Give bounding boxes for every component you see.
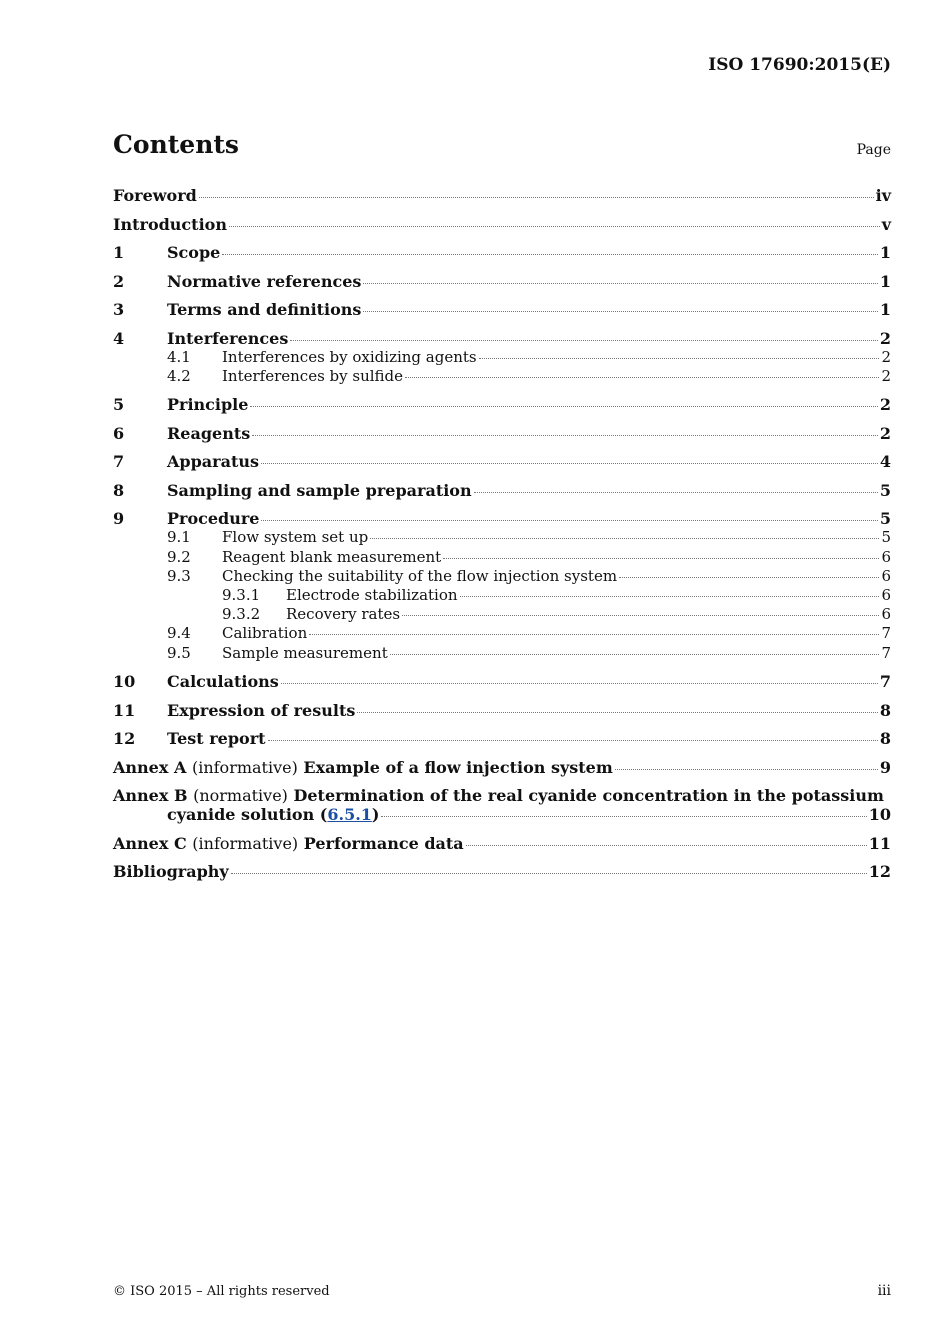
toc-entry-6[interactable] — [113, 424, 891, 443]
leader-dots — [466, 844, 867, 846]
toc-entry-label: Electrode stabilization — [286, 586, 458, 605]
annex-id: Annex B — [113, 786, 188, 806]
toc-entry-label — [113, 834, 464, 853]
annex-qualifier: (informative) — [192, 833, 299, 853]
toc-entry-11[interactable] — [113, 701, 891, 720]
toc-entry-9-5[interactable] — [113, 644, 891, 663]
toc-entry-number: 9.3.2 — [222, 605, 261, 624]
toc-entry-label: Interferences by oxidizing agents — [222, 347, 477, 366]
toc-entry-label: Bibliography — [113, 862, 229, 882]
toc-entry-page: 8 — [879, 700, 891, 720]
table-of-contents — [113, 184, 891, 881]
toc-entry-label: Procedure — [167, 509, 260, 529]
page-title: Contents — [113, 130, 240, 159]
toc-entry-page: 5 — [879, 480, 891, 500]
leader-dots — [363, 310, 877, 312]
toc-entry-page: 7 — [881, 643, 891, 662]
copyright-notice: © ISO 2015 – All rights reserved — [113, 1284, 330, 1299]
toc-entry-page: iv — [875, 186, 891, 205]
toc-entry-number: 11 — [113, 700, 136, 720]
annex-id: Annex C — [113, 833, 187, 853]
page-column-label: Page — [856, 142, 891, 158]
toc-entry-page: 2 — [879, 328, 891, 348]
annex-id: Annex A — [113, 757, 187, 777]
toc-entry-page: 6 — [881, 566, 891, 585]
toc-entry-page: v — [881, 214, 891, 234]
leader-dots — [479, 357, 880, 359]
toc-entry-number: 4.1 — [167, 347, 191, 366]
annex-title: Example of a flow injection system — [303, 757, 613, 777]
toc-entry-9-3-2[interactable] — [113, 605, 891, 624]
toc-entry-page: 11 — [868, 833, 891, 853]
leader-dots — [615, 768, 878, 770]
leader-dots — [229, 225, 880, 227]
leader-dots — [261, 462, 878, 464]
toc-entry-annex-a[interactable] — [113, 758, 891, 777]
leader-dots — [290, 339, 878, 341]
toc-entry-label: Principle — [167, 395, 249, 415]
toc-entry-label: Interferences by sulfide — [222, 366, 404, 385]
leader-dots — [250, 405, 877, 407]
toc-entry-number: 2 — [113, 271, 125, 291]
leader-dots — [443, 557, 879, 559]
page-number: iii — [877, 1283, 891, 1299]
toc-entry-annex-b[interactable] — [113, 786, 891, 824]
leader-dots — [199, 196, 874, 198]
toc-entry-label: Sampling and sample preparation — [167, 480, 472, 500]
toc-entry-page: 1 — [879, 300, 891, 319]
toc-entry-label — [113, 786, 884, 805]
toc-entry-label: Reagent blank measurement — [222, 547, 442, 566]
toc-entry-annex-c[interactable] — [113, 834, 891, 853]
toc-entry-label: Expression of results — [167, 700, 356, 720]
toc-entry-page: 7 — [879, 672, 891, 692]
leader-dots — [252, 434, 878, 436]
toc-entry-page: 8 — [879, 729, 891, 749]
toc-entry-7[interactable] — [113, 452, 891, 471]
toc-entry-10[interactable] — [113, 672, 891, 691]
toc-entry-number: 6 — [113, 423, 125, 443]
toc-entry-number: 9 — [113, 509, 125, 529]
toc-entry-label — [167, 805, 379, 824]
toc-entry-number: 9.5 — [167, 643, 191, 662]
toc-entry-4-1[interactable] — [113, 348, 891, 367]
leader-dots — [460, 595, 880, 597]
toc-entry-9[interactable] — [113, 509, 891, 528]
toc-entry-4[interactable] — [113, 329, 891, 348]
toc-entry-label: Flow system set up — [222, 528, 369, 547]
toc-entry-label: Apparatus — [167, 452, 259, 472]
leader-dots — [261, 519, 877, 521]
toc-entry-line — [113, 805, 891, 824]
leader-dots — [390, 653, 880, 655]
leader-dots — [619, 576, 879, 578]
toc-entry-number: 8 — [113, 480, 125, 500]
toc-entry-foreword[interactable] — [113, 186, 891, 205]
leader-dots — [402, 614, 879, 616]
toc-entry-1[interactable] — [113, 243, 891, 262]
toc-entry-number: 9.1 — [167, 528, 191, 547]
toc-entry-number: 9.3 — [167, 566, 191, 585]
toc-entry-label: Normative references — [167, 271, 362, 291]
leader-dots — [268, 739, 878, 741]
toc-entry-page: 10 — [868, 805, 891, 825]
annex-title-line2: cyanide solution ( — [167, 805, 328, 825]
toc-entry-number: 10 — [113, 672, 136, 692]
toc-entry-page: 2 — [881, 347, 891, 366]
toc-entry-9-4[interactable] — [113, 624, 891, 643]
clause-link[interactable]: 6.5.1 — [327, 805, 372, 825]
leader-dots — [231, 872, 867, 874]
toc-entry-number: 9.2 — [167, 547, 191, 566]
toc-entry-line — [113, 786, 891, 805]
toc-entry-number: 4 — [113, 328, 125, 348]
annex-qualifier: (informative) — [191, 757, 298, 777]
leader-dots — [474, 491, 878, 493]
toc-entry-page: 6 — [881, 547, 891, 566]
toc-entry-9-3[interactable] — [113, 567, 891, 586]
toc-entry-3[interactable] — [113, 300, 891, 319]
toc-entry-number: 7 — [113, 452, 125, 472]
toc-entry-page: 1 — [879, 271, 891, 291]
toc-entry-introduction[interactable] — [113, 215, 891, 234]
toc-entry-label: Checking the suitability of the flow injection system — [222, 566, 618, 585]
toc-entry-page: 2 — [881, 366, 891, 385]
toc-entry-label: Terms and definitions — [167, 300, 362, 319]
annex-qualifier: (normative) — [193, 786, 288, 806]
leader-dots — [309, 633, 879, 635]
toc-entry-label: Introduction — [113, 214, 227, 234]
toc-entry-page: 2 — [879, 423, 891, 443]
toc-entry-page: 5 — [881, 528, 891, 547]
toc-entry-page: 2 — [879, 395, 891, 415]
toc-entry-label: Sample measurement — [222, 643, 388, 662]
leader-dots — [357, 711, 878, 713]
leader-dots — [381, 815, 866, 817]
toc-entry-2[interactable] — [113, 272, 891, 291]
toc-entry-page: 7 — [881, 624, 891, 643]
toc-entry-9-3-1[interactable] — [113, 586, 891, 605]
toc-entry-number: 9.3.1 — [222, 586, 261, 605]
toc-entry-label: Reagents — [167, 423, 251, 443]
toc-entry-label: Calculations — [167, 672, 279, 692]
leader-dots — [281, 682, 878, 684]
annex-title-close: ) — [371, 805, 380, 825]
toc-entry-8[interactable] — [113, 481, 891, 500]
toc-entry-number: 5 — [113, 395, 125, 415]
toc-entry-4-2[interactable] — [113, 367, 891, 386]
leader-dots — [363, 282, 877, 284]
toc-entry-label — [113, 758, 613, 777]
toc-entry-page: 9 — [879, 757, 891, 777]
toc-entry-page: 5 — [879, 509, 891, 529]
toc-entry-label: Foreword — [113, 186, 197, 205]
toc-entry-5[interactable] — [113, 395, 891, 414]
toc-entry-page: 12 — [868, 862, 891, 882]
toc-entry-label: Recovery rates — [286, 605, 401, 624]
annex-title: Performance data — [303, 833, 464, 853]
toc-entry-12[interactable] — [113, 729, 891, 748]
toc-entry-label: Calibration — [222, 624, 308, 643]
leader-dots — [370, 537, 879, 539]
toc-entry-label: Test report — [167, 729, 266, 749]
toc-entry-number: 4.2 — [167, 366, 191, 385]
toc-entry-number: 3 — [113, 300, 125, 319]
toc-entry-number: 9.4 — [167, 624, 191, 643]
document-id: ISO 17690:2015(E) — [708, 55, 891, 75]
toc-entry-page: 4 — [879, 452, 891, 472]
leader-dots — [405, 376, 879, 378]
toc-entry-number: 1 — [113, 243, 125, 262]
toc-entry-9-2[interactable] — [113, 548, 891, 567]
toc-entry-9-1[interactable] — [113, 528, 891, 547]
toc-entry-page: 6 — [881, 605, 891, 624]
toc-entry-label: Interferences — [167, 328, 289, 348]
toc-entry-number: 12 — [113, 729, 136, 749]
leader-dots — [222, 253, 878, 255]
toc-entry-page: 6 — [881, 586, 891, 605]
toc-entry-bibliography[interactable] — [113, 862, 891, 881]
toc-entry-label: Scope — [167, 243, 221, 262]
annex-title-line1: Determination of the real cyanide concentration in the potassium — [293, 786, 884, 806]
toc-entry-page: 1 — [879, 243, 891, 262]
